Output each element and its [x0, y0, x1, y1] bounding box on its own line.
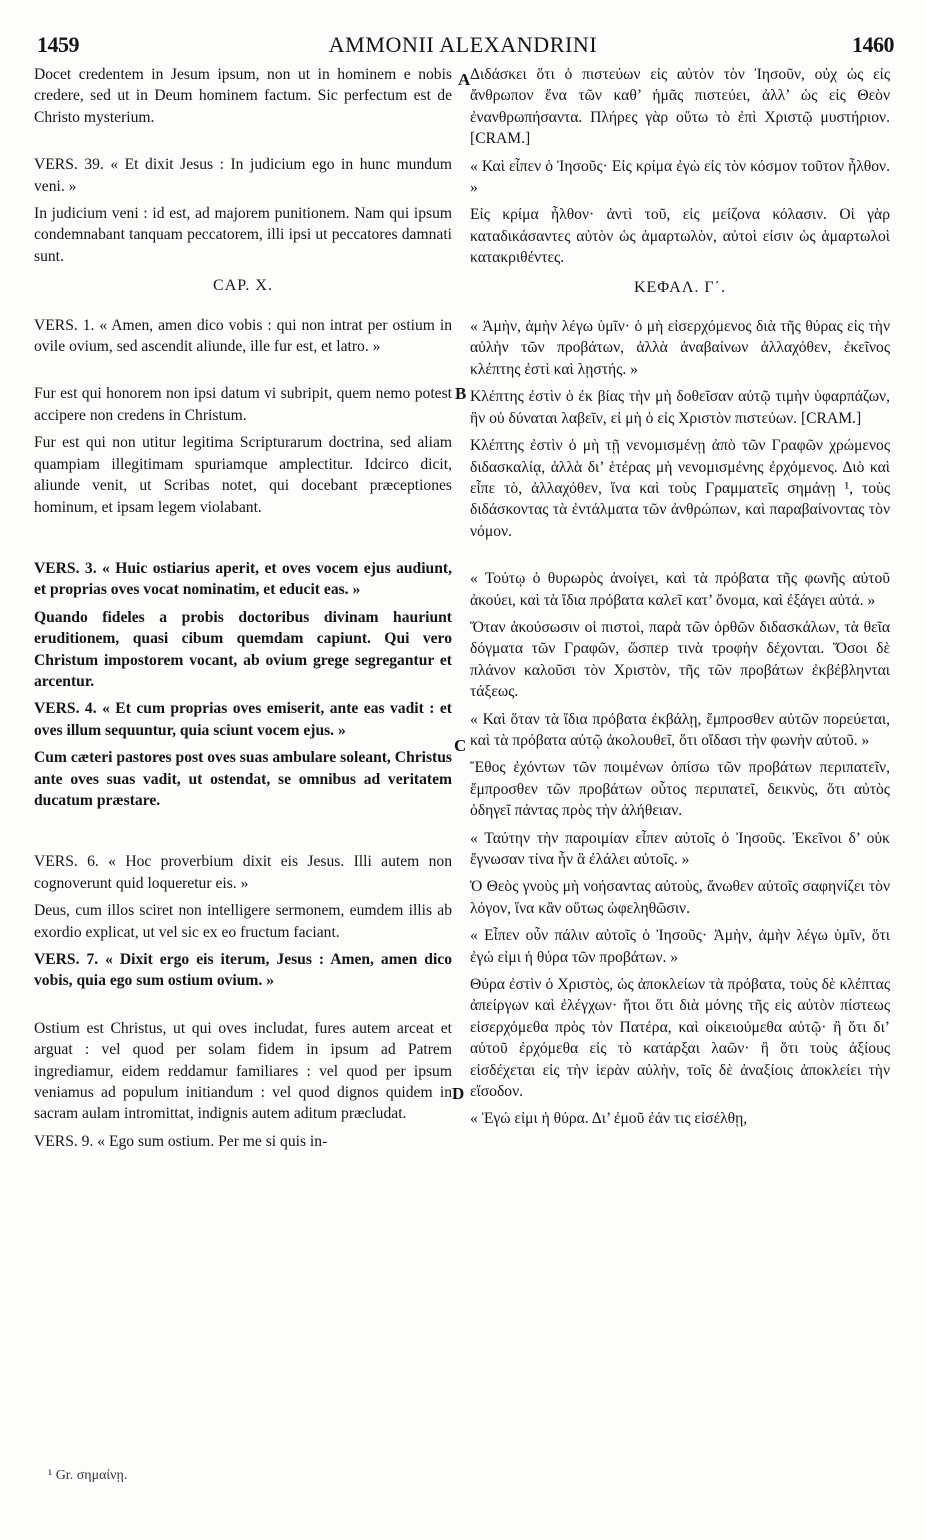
verse-citation: VERS. 39. « Et dixit Jesus : In judicium ego in hunc mundum veni. » — [34, 156, 452, 195]
paragraph: Ὁ Θεὸς γνοὺς μὴ νοήσαντας αὐτοὺς, ἄνωθεν αὐτοῖς σαφηνίζει τὸν λόγον, ἵνα κἂν οὕτως ὠφεληθῶσιν. — [470, 878, 890, 917]
running-title: AMMONII ALEXANDRINI — [328, 32, 598, 57]
paragraph: Docet credentem in Jesum ipsum, non ut in hominem e nobis credere, sed ut in Deum hominem factum. Sic perfectum est de Christo mysterium. — [34, 66, 452, 126]
verse-citation: « Ἀμὴν, ἀμὴν λέγω ὑμῖν· ὁ μὴ εἰσερχόμενος διὰ τῆς θύρας εἰς τὴν αὐλὴν τῶν προβάτων, ἀλλὰ ἀναβαίνων ἀλλαχόθεν, ἐκεῖνος κλέπτης ἐστὶ καὶ λῃστής. » — [470, 318, 890, 378]
paragraph: Ἔθος ἐχόντων τῶν ποιμένων ὀπίσω τῶν προβάτων περιπατεῖν, ἔμπροσθεν τῶν προβάτων οὗτος περιπατεῖ, δεικνὺς, ὅτι αὐτὸς ὁδηγεῖ πάντας πρὸς τὴν ἀλήθειαν. — [470, 759, 890, 820]
verse-citation: VERS. 3. « Huic ostiarius aperit, et oves vocem ejus audiunt, et proprias oves vocat nominatim, et educit eas. » — [34, 559, 452, 599]
paragraph: Διδάσκει ὅτι ὁ πιστεύων εἰς αὐτὸν τὸν Ἰησοῦν, οὐχ ὡς εἰς ἄνθρωπον ἕνα τῶν καθ’ ἡμᾶς πιστεύει, ἀλλ’ ὡς εἰς Θεὸν ἐνανθρωπήσαντα. Πλήρες γὰρ οὕτω τὸ ἐπὶ Χριστῷ μυστήριον. [CRAM.] — [470, 66, 890, 148]
verse-citation: VERS. 4. « Et cum proprias oves emiserit, ante eas vadit : et oves illum sequuntur, quia sciunt vocem ejus. » — [34, 700, 452, 739]
margin-letter-d: D — [452, 1084, 465, 1103]
paragraph: Quando fideles a probis doctoribus divinam hauriunt eruditionem, quasi cibum quemdam capiunt. Qui vero Christum impostorem vocant, ab ovium grege segregantur et arcentur. — [34, 608, 452, 690]
verse-citation: « Εἶπεν οὖν πάλιν αὐτοῖς ὁ Ἰησοῦς· Ἀμὴν, ἀμὴν λέγω ὑμῖν, ὅτι ἐγώ εἰμι ἡ θύρα τῶν προβάτων. » — [470, 927, 890, 966]
paragraph: Cum cæteri pastores post oves suas ambulare soleant, Christus ante oves suas vadit, ut ostendat, se omnibus ad veritatem ducatum præstare. — [34, 749, 452, 809]
footnote: ¹ Gr. σημαίνῃ. — [48, 1468, 128, 1483]
paragraph: Fur est qui non utitur legitima Scripturarum doctrina, sed aliam quampiam illegitimam spuriamque amplectitur. Idcirco dicit, aliunde venit, ut Scribas notet, qui docebant præceptiones hominum, et ipsam legem violabant. — [34, 434, 452, 516]
paragraph: Εἰς κρίμα ἦλθον· ἀντὶ τοῦ, εἰς μείζονα κόλασιν. Οἱ γὰρ καταδικάσαντες αὐτὸν ὡς ἁμαρτωλὸν, αὐτοὶ εἰσιν ὡς ἁμαρτωλοὶ κατακριθέντες. — [470, 206, 890, 267]
latin-column — [34, 64, 452, 1158]
verse-citation: VERS. 7. « Dixit ergo eis iterum, Jesus : Amen, amen dico vobis, quia ego sum ostium ovium. » — [34, 951, 452, 990]
paragraph: Κλέπτης ἐστὶν ὁ μὴ τῇ νενομισμένῃ ἀπὸ τῶν Γραφῶν χρώμενος διδασκαλίᾳ, ἀλλὰ δι’ ἑτέρας μὴ νενομισμένης ἐρχόμενος. Διὸ καὶ εἶπε τὸ, ἀλλαχόθεν, ἵνα καὶ τοὺς Γραμματεῖς σημάνῃ ¹, τοὺς διδάσκοντας τὰ ἐντάλματα τῶν ἀνθρώπων, καὶ παραβαίνοντας τὸν νόμον. — [470, 437, 890, 540]
verse-citation: VERS. 1. « Amen, amen dico vobis : qui non intrat per ostium in ovile ovium, sed ascendit aliunde, ille fur est, et latro. » — [34, 316, 452, 356]
verse-citation: VERS. 6. « Hoc proverbium dixit eis Jesus. Illi autem non cognoverunt quid loqueretur eis. » — [34, 853, 452, 892]
verse-citation: « Καὶ εἶπεν ὁ Ἰησοῦς· Εἰς κρίμα ἐγὼ εἰς τὸν κόσμον τοῦτον ἦλθον. » — [470, 157, 890, 197]
verse-citation: « Καὶ ὅταν τὰ ἴδια πρόβατα ἐκβάλῃ, ἔμπροσθεν αὐτῶν πορεύεται, καὶ τὰ πρόβατα αὐτῷ ἀκολουθεῖ, ὅτι οἴδασι τὴν φωνὴν αὐτοῦ. » — [470, 710, 890, 749]
chapter-heading: ΚΕΦΑΛ. Γ΄. — [634, 278, 726, 296]
paragraph: Κλέπτης ἐστὶν ὁ ἐκ βίας τὴν μὴ δοθεῖσαν αὐτῷ τιμὴν ὑφαρπάζων, ἣν οὐ δύναται λαβεῖν, εἰ μὴ ὁ εἰς Χριστὸν πιστεύων. [CRAM.] — [470, 388, 890, 427]
paragraph: Θύρα ἐστὶν ὁ Χριστὸς, ὡς ἀποκλείων τὰ πρόβατα, τοὺς δὲ κλέπτας ἀπείργων καὶ ἐλέγχων· ἤτοι ὅτι διὰ μόνης τῆς εἰς αὐτὸν πίστεως εἰσερχόμεθα πρὸς τὸν Πατέρα, καὶ οἰκειούμεθα αὐτῷ· ἢ ὅτι δι’ αὐτοῦ ἐρχόμεθα εἰς τὸ κατάρξαι λαῶν· ἢ ὅτι τοὺς ἀξίους εἰσδέχεται εἰς τὴν ἱερὰν αὐλὴν, τοῖς δὲ ἀναξίοις ἀποκλείει τὴν εἴσοδον. — [470, 976, 890, 1101]
verse-citation: VERS. 9. « Ego sum ostium. Per me si quis in- — [34, 1132, 328, 1150]
verse-citation: « Ταύτην τὴν παροιμίαν εἶπεν αὐτοῖς ὁ Ἰησοῦς. Ἐκεῖνοι δ’ οὐκ ἔγνωσαν τίνα ἦν ἃ ἐλάλει αὐτοῖς. » — [470, 829, 890, 868]
page-number-left: 1459 — [37, 32, 79, 57]
margin-letter-b: B — [455, 384, 467, 403]
paragraph: Ostium est Christus, ut qui oves includat, fures autem arceat et arguat : vel quod per solam fidem in ipsum ad Patrem ingrediamur, eidem reddamur familiares : vel quod per ipsum veniamus ad populum initiandum : vel quod dignos quidem in sacram aulam intromittat, indignis autem aditum præcludat. — [34, 1019, 452, 1123]
verse-citation: « Ἐγώ εἰμι ἡ θύρα. Δι’ ἐμοῦ ἐάν τις εἰσέλθῃ, — [470, 1110, 748, 1128]
paragraph: Fur est qui honorem non ipsi datum vi subripit, quem nemo potest accipere non credens in Christum. — [34, 385, 452, 424]
chapter-heading: CAP. X. — [213, 277, 273, 295]
margin-letter-c: C — [454, 736, 467, 755]
page-number-right: 1460 — [852, 32, 894, 57]
greek-column — [470, 64, 890, 1136]
paragraph: In judicium veni : id est, ad majorem punitionem. Nam qui ipsum condemnabant tanquam peccatorem, illi ipsi ut peccatores damnati sunt. — [34, 205, 452, 265]
margin-letter-a: A — [458, 70, 471, 89]
paragraph: Ὅταν ἀκούσωσιν οἱ πιστοὶ, παρὰ τῶν ὀρθῶν διδασκάλων, τὰ θεῖα δόγματα τῶν Γραφῶν, ὥσπερ τινὰ τροφὴν δέχονται. Ὅσοι δὲ πλάνον καλοῦσι τὸν Χριστὸν, τῆς τῶν προβάτων ἐκβέβληνται τάξεως. — [470, 618, 890, 701]
running-header — [0, 0, 926, 62]
verse-citation: « Τούτῳ ὁ θυρωρὸς ἀνοίγει, καὶ τὰ πρόβατα τῆς φωνῆς αὐτοῦ ἀκούει, καὶ τὰ ἴδια πρόβατα καλεῖ κατ’ ὄνομα, καὶ ἐξάγει αὐτά. » — [470, 570, 890, 609]
paragraph: Deus, cum illos sciret non intelligere sermonem, eumdem illis ab exordio explicat, ut vel sic ex eo fructum faciant. — [34, 902, 452, 941]
